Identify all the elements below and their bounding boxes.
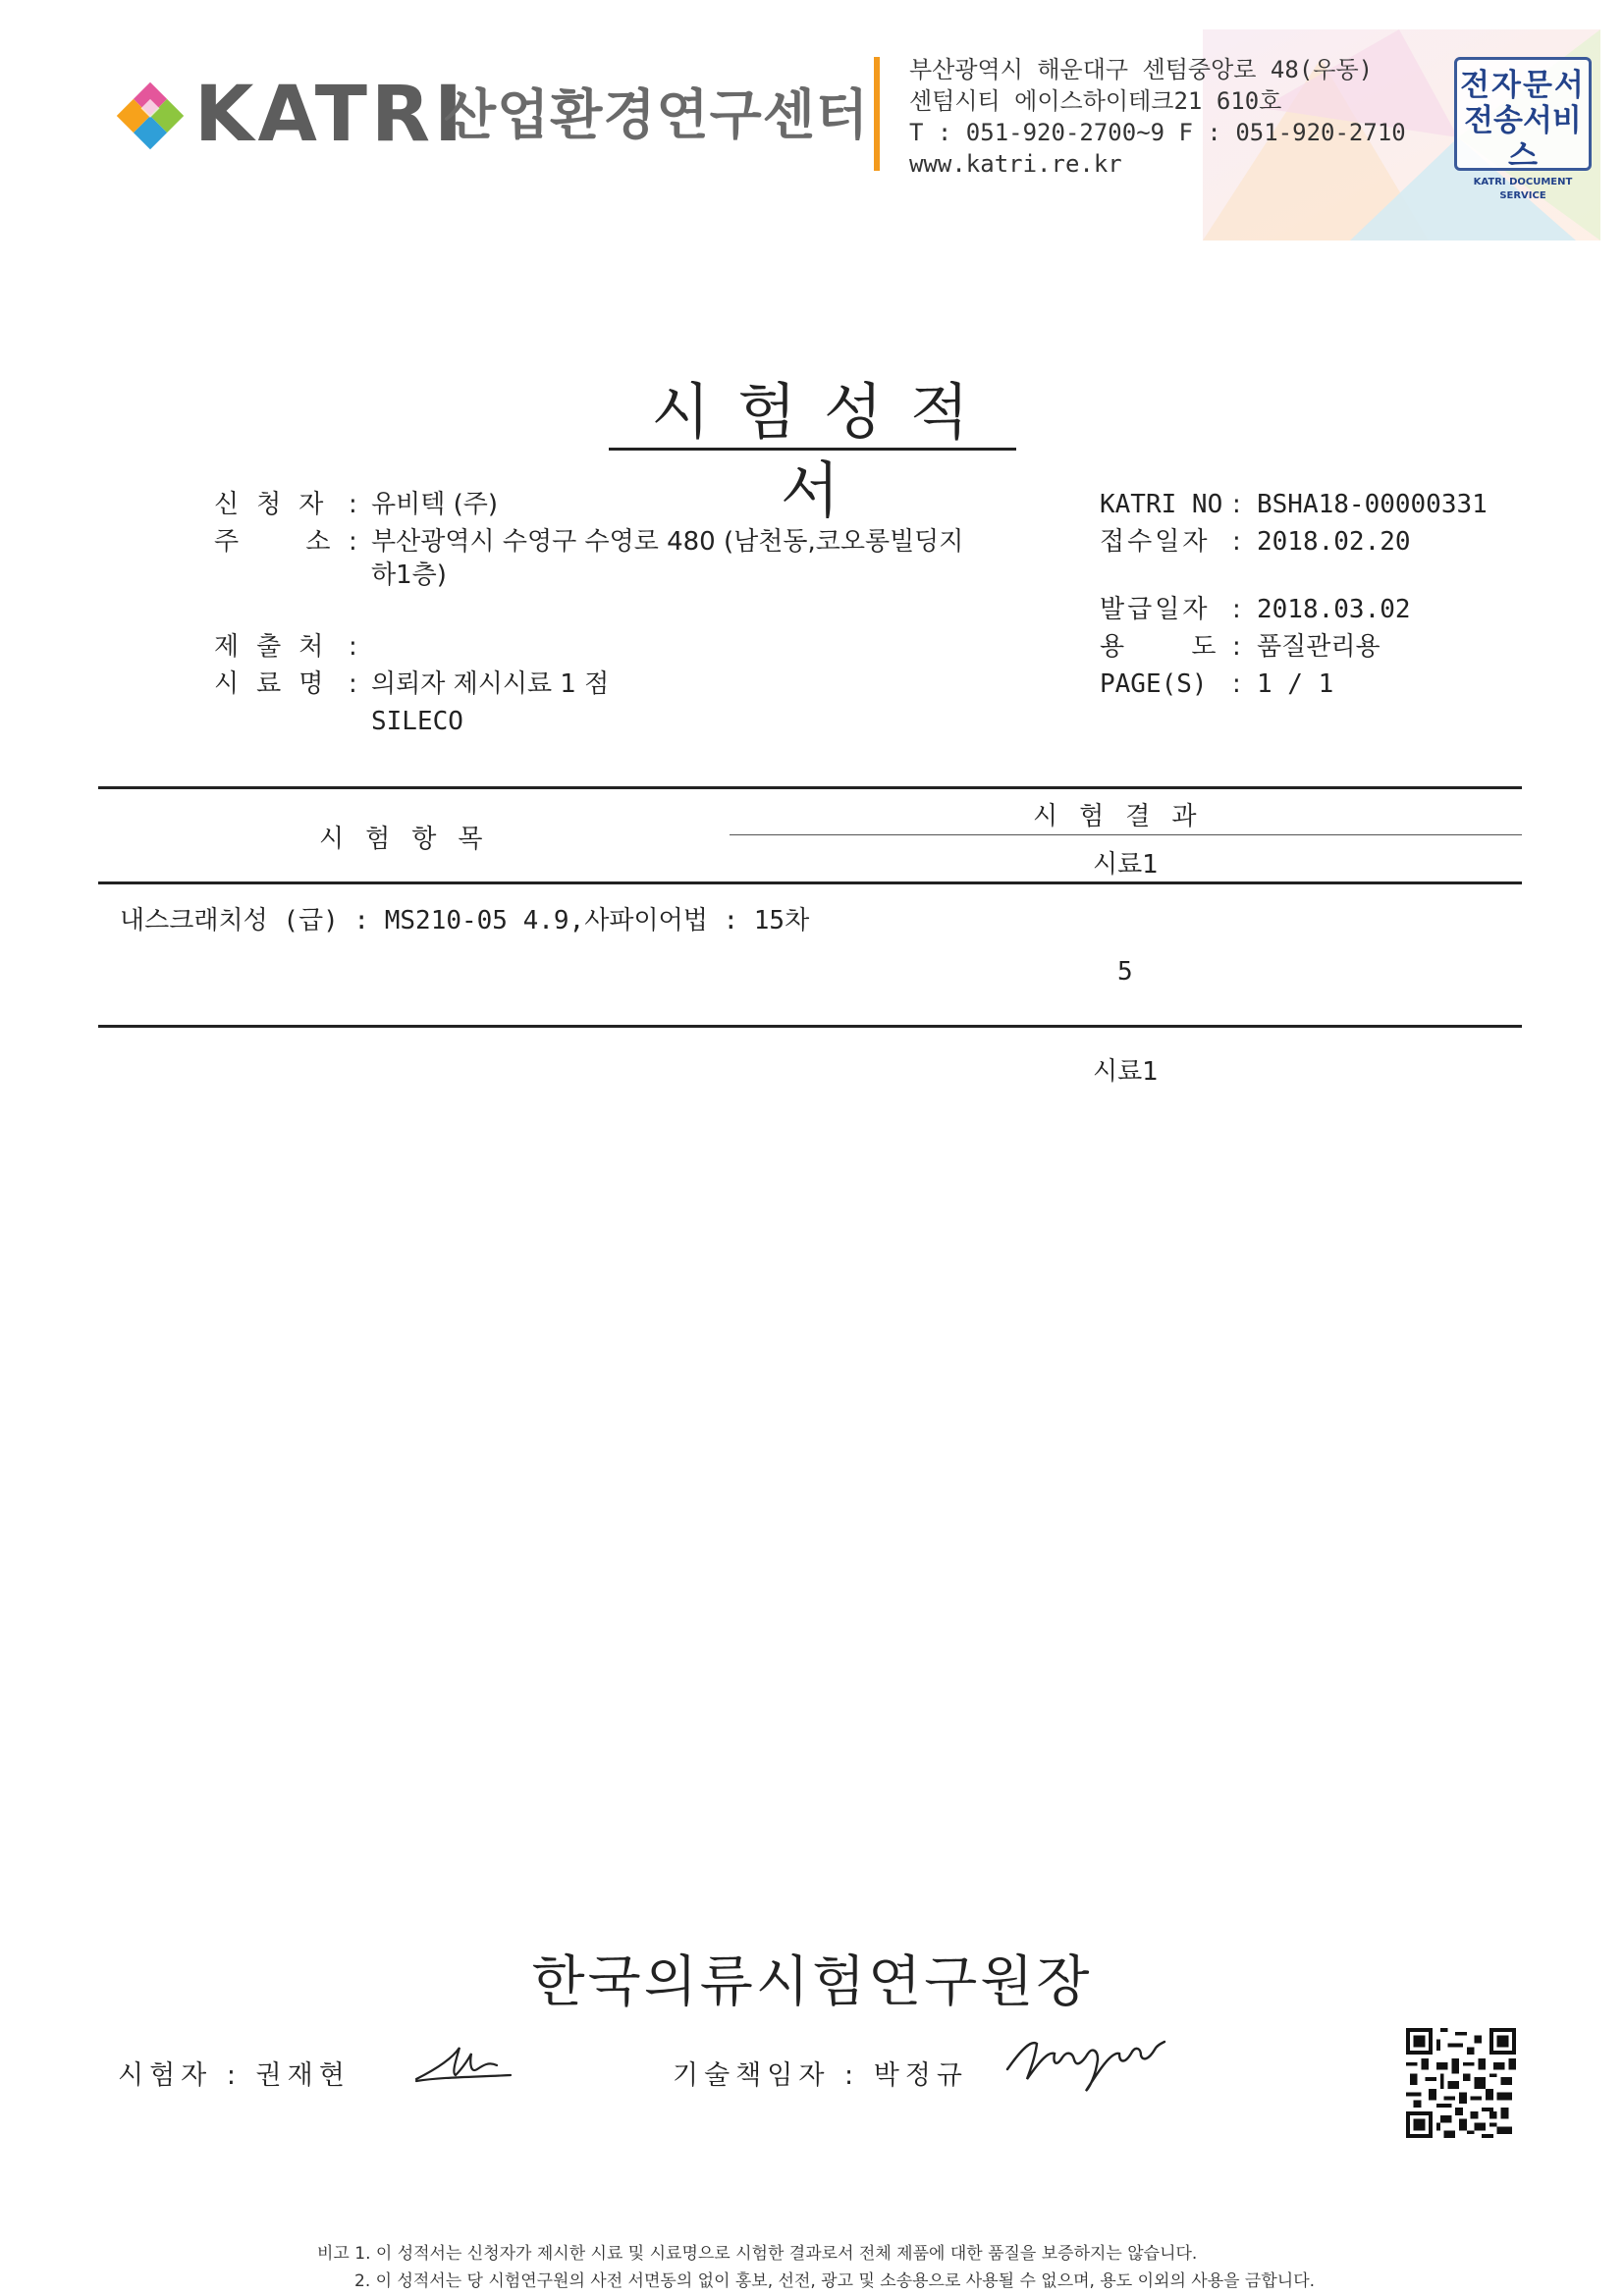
address-line-2: 센텀시티 에이스하이테크21 610호 bbox=[909, 87, 1282, 115]
badge-line-2: 전송서비스 bbox=[1464, 103, 1582, 174]
katri-no-label: KATRI NO bbox=[1100, 490, 1223, 519]
test-item-row-1: 내스크래치성 (급) : MS210-05 4.9,사파이어법 : 15차 bbox=[120, 906, 810, 935]
katri-logo-text: KATRI bbox=[194, 71, 467, 159]
qr-code-icon bbox=[1406, 2028, 1516, 2138]
sample-footnote-label: 시료1 bbox=[1093, 1057, 1159, 1087]
address-line-1: 부산광역시 해운대구 센텀중앙로 48(우동) bbox=[909, 56, 1374, 83]
website-line: www.katri.re.kr bbox=[909, 150, 1122, 178]
address-label: 주 소 bbox=[214, 527, 331, 557]
badge-line-1: 전자문서 bbox=[1460, 68, 1586, 103]
purpose-value: 품질관리용 bbox=[1257, 632, 1380, 662]
electronic-document-badge bbox=[1454, 57, 1592, 201]
address-value-line1: 부산광역시 수영구 수영로 480 (남천동,코오롱빌딩지 bbox=[371, 527, 964, 557]
issued-date-label: 발급일자 bbox=[1100, 595, 1211, 624]
phone-fax-line: T : 051-920-2700~9 F : 051-920-2710 bbox=[909, 119, 1406, 146]
received-date-value: 2018.02.20 bbox=[1257, 527, 1411, 557]
tester-colon: : bbox=[226, 2060, 242, 2091]
tech-manager-label: 기술책임자 bbox=[673, 2060, 831, 2091]
submitted-to-label: 제출처 bbox=[214, 632, 342, 662]
header-address-block bbox=[909, 54, 1406, 180]
institute-head-title: 한국의류시험연구원장 bbox=[531, 1950, 1093, 2014]
katri-logo-icon bbox=[113, 79, 188, 153]
table-top-rule bbox=[98, 786, 1522, 789]
tech-manager-colon: : bbox=[844, 2060, 860, 2091]
pages-colon: : bbox=[1232, 669, 1241, 699]
tester-name: 권재현 bbox=[255, 2060, 351, 2091]
received-date-label: 접수일자 bbox=[1100, 527, 1211, 557]
issued-date-colon: : bbox=[1232, 595, 1241, 624]
katri-center-name: 산업환경연구센터 bbox=[444, 83, 870, 146]
tech-manager-name: 박정규 bbox=[873, 2060, 968, 2091]
document-title: 시험성적서 bbox=[651, 376, 997, 526]
katri-no-value: BSHA18-00000331 bbox=[1257, 490, 1488, 519]
katri-no-colon: : bbox=[1232, 490, 1241, 519]
pages-label: PAGE(S) bbox=[1100, 669, 1208, 699]
applicant-colon: : bbox=[349, 490, 357, 519]
note-1: 비고 1. 이 성적서는 신청자가 제시한 시료 및 시료명으로 시험한 결과로서 전체 제품에 대한 품질을 보증하지는 않습니다. bbox=[317, 2244, 1198, 2264]
purpose-colon: : bbox=[1232, 632, 1241, 662]
applicant-label: 신청자 bbox=[214, 490, 342, 519]
test-result-row-1: 5 bbox=[1117, 957, 1133, 987]
sample-value-line2: SILECO bbox=[371, 707, 463, 736]
header-divider bbox=[874, 57, 880, 171]
tester-signature bbox=[412, 2040, 520, 2089]
test-item-header: 시험항목 bbox=[319, 825, 505, 854]
received-date-colon: : bbox=[1232, 527, 1241, 557]
table-bottom-rule bbox=[98, 1025, 1522, 1028]
table-header-rule bbox=[98, 881, 1522, 884]
title-underline bbox=[609, 448, 1016, 451]
issued-date-value: 2018.03.02 bbox=[1257, 595, 1411, 624]
sample-label: 시료명 bbox=[214, 669, 342, 699]
address-colon: : bbox=[349, 527, 357, 557]
note-2: 2. 이 성적서는 당 시험연구원의 사전 서면동의 없이 홍보, 선전, 광고 및 소송용으로 사용될 수 없으며, 용도 이외의 사용을 금합니다. bbox=[354, 2271, 1316, 2291]
address-value-line2: 하1층) bbox=[371, 561, 447, 590]
sample-colon: : bbox=[349, 669, 357, 699]
applicant-value: 유비텍 (주) bbox=[371, 490, 499, 519]
tester-label: 시험자 bbox=[118, 2060, 213, 2091]
badge-line-3: KATRI DOCUMENT SERVICE bbox=[1473, 177, 1573, 201]
purpose-label: 용 도 bbox=[1100, 632, 1217, 662]
result-header-divider bbox=[730, 834, 1522, 835]
test-result-header: 시험결과 bbox=[1033, 802, 1218, 831]
sample-value-line1: 의뢰자 제시시료 1 점 bbox=[371, 669, 610, 699]
pages-value: 1 / 1 bbox=[1257, 669, 1334, 699]
tester-signature-line bbox=[118, 2054, 351, 2092]
tech-manager-signature bbox=[1001, 2030, 1173, 2099]
tech-manager-signature-line bbox=[673, 2054, 968, 2092]
sample-column-header: 시료1 bbox=[1093, 850, 1159, 880]
submitted-to-colon: : bbox=[349, 632, 357, 662]
